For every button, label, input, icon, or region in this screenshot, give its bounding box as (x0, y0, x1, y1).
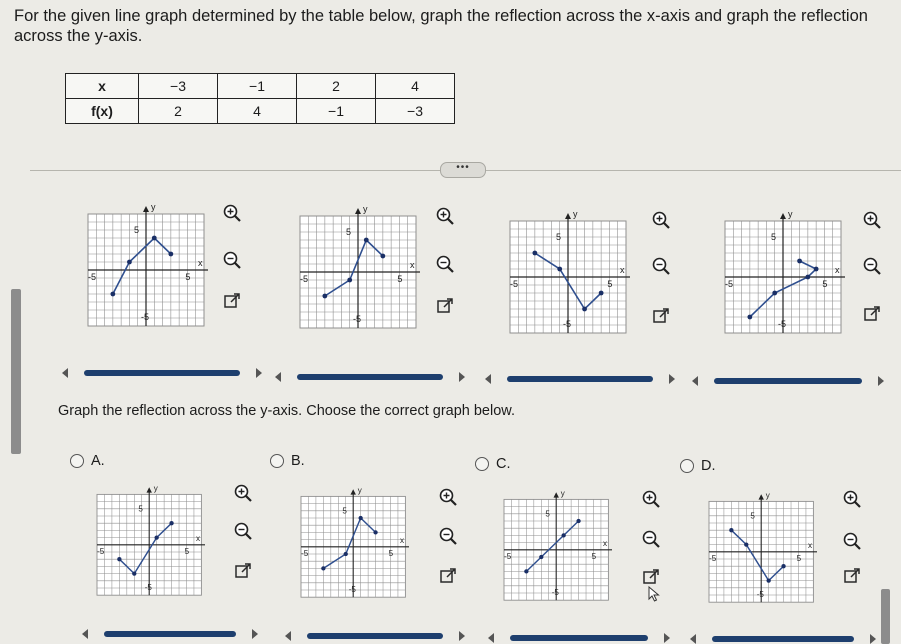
popout-icon[interactable] (222, 291, 242, 311)
option-d-radio[interactable] (680, 458, 716, 474)
popout-icon[interactable] (438, 566, 458, 586)
tick-label: 5 (138, 504, 143, 514)
tick-label: 5 (342, 506, 347, 516)
data-point (747, 315, 752, 320)
x-axis-label: x (410, 260, 415, 270)
tick-label: -5 (141, 312, 150, 322)
tick-label: -5 (504, 551, 512, 561)
graph-scrollbar[interactable] (82, 629, 258, 639)
zoom-in-icon[interactable] (862, 210, 882, 230)
data-point (729, 528, 733, 532)
option-c-graph (495, 485, 612, 604)
data-point (110, 292, 115, 297)
table-header-fx: f(x) (66, 99, 139, 124)
zoom-out-icon[interactable] (651, 256, 671, 276)
y-axis-label: y (765, 490, 770, 500)
right-scrollbar[interactable] (881, 589, 890, 644)
graph-scrollbar[interactable] (285, 631, 465, 641)
zoom-out-icon[interactable] (842, 531, 862, 551)
zoom-out-icon[interactable] (862, 256, 882, 276)
zoom-out-icon[interactable] (438, 526, 458, 546)
data-point (132, 571, 136, 575)
option-b-graph (292, 482, 409, 601)
tick-label: 5 (750, 511, 755, 521)
data-point (557, 267, 562, 272)
tick-label: 5 (607, 279, 613, 289)
y-axis-arrow (143, 206, 149, 212)
data-point (524, 569, 528, 573)
question-text: For the given line graph determined by the table below, graph the reflection across the x-axis and graph the reflection across the y-axis. (14, 7, 868, 45)
tick-label: 5 (397, 274, 403, 284)
zoom-in-icon[interactable] (233, 483, 253, 503)
y-axis-arrow (759, 494, 764, 499)
data-point (582, 307, 587, 312)
data-point (766, 578, 770, 582)
tick-label: -5 (88, 272, 97, 282)
table-cell: 2 (139, 99, 218, 124)
table-cell: −1 (218, 74, 297, 99)
table-cell: 4 (376, 74, 455, 99)
data-point (561, 533, 565, 537)
x-axis-label: x (400, 536, 405, 546)
tick-label: 5 (134, 225, 140, 235)
graph-x-reflection-2 (290, 200, 420, 332)
y-axis-label: y (573, 209, 578, 219)
graph-scrollbar[interactable] (62, 368, 262, 378)
tick-label: -5 (353, 314, 362, 324)
data-point (781, 564, 785, 568)
tick-label: -5 (300, 274, 309, 284)
zoom-in-icon[interactable] (641, 489, 661, 509)
data-point (797, 259, 802, 264)
table-cell: −3 (376, 99, 455, 124)
tick-label: -5 (510, 279, 519, 289)
y-axis-arrow (780, 213, 786, 219)
data-point (344, 552, 348, 556)
data-point (127, 260, 132, 265)
y-axis-arrow (351, 489, 356, 494)
option-label: C. (496, 456, 511, 472)
graph-scrollbar[interactable] (692, 376, 884, 386)
tick-label: 5 (346, 227, 352, 237)
x-axis-label: x (620, 265, 625, 275)
tick-label: 5 (556, 232, 562, 242)
tick-label: -5 (563, 319, 572, 329)
popout-icon[interactable] (651, 306, 671, 326)
data-point (152, 236, 157, 241)
data-point (576, 519, 580, 523)
tick-label: -5 (709, 553, 717, 563)
table-cell: 4 (218, 99, 297, 124)
radio-button[interactable] (270, 454, 284, 468)
zoom-out-icon[interactable] (641, 529, 661, 549)
table-cell: −3 (139, 74, 218, 99)
data-point (322, 294, 327, 299)
table-cell: −1 (297, 99, 376, 124)
popout-icon[interactable] (641, 567, 661, 587)
zoom-out-icon[interactable] (435, 254, 455, 274)
tick-label: -5 (778, 319, 787, 329)
popout-icon[interactable] (862, 304, 882, 324)
y-axis-label: y (560, 488, 565, 498)
data-point (169, 521, 173, 525)
data-point (373, 530, 377, 534)
data-point (805, 275, 810, 280)
tick-label: 5 (796, 553, 802, 563)
tick-label: -5 (551, 587, 559, 597)
option-a-graph (88, 480, 205, 599)
option-label: B. (291, 453, 305, 469)
tick-label: 5 (771, 232, 777, 242)
graph-scrollbar[interactable] (488, 633, 670, 643)
data-point (744, 542, 748, 546)
radio-button[interactable] (680, 459, 694, 473)
zoom-in-icon[interactable] (222, 203, 242, 223)
tick-label: -5 (725, 279, 734, 289)
data-point (154, 535, 158, 539)
table-cell: 2 (297, 74, 376, 99)
option-d-graph (700, 487, 817, 606)
more-button[interactable]: ••• (440, 162, 486, 178)
graph-x-reflection-1 (78, 198, 208, 330)
graph-scrollbar[interactable] (485, 374, 675, 384)
tick-label: -5 (756, 589, 764, 599)
x-axis-label: x (808, 541, 813, 551)
option-label: D. (701, 458, 716, 474)
radio-button[interactable] (475, 457, 489, 471)
x-axis-label: x (198, 258, 203, 268)
y-axis-label: y (788, 209, 793, 219)
zoom-in-icon[interactable] (651, 210, 671, 230)
y-axis-arrow (147, 487, 152, 492)
y-axis-arrow (355, 208, 361, 214)
x-axis-label: x (196, 534, 201, 544)
zoom-in-icon[interactable] (438, 487, 458, 507)
radio-button[interactable] (70, 454, 84, 468)
data-point (117, 557, 121, 561)
zoom-out-icon[interactable] (233, 521, 253, 541)
data-point (814, 267, 819, 272)
data-point (347, 278, 352, 283)
table-row (66, 74, 455, 99)
instruction-text: Graph the reflection across the y-axis. Choose the correct graph below. (58, 403, 515, 419)
zoom-in-icon[interactable] (842, 489, 862, 509)
data-point (321, 566, 325, 570)
data-point (772, 291, 777, 296)
option-a-radio[interactable] (70, 453, 105, 469)
zoom-in-icon[interactable] (435, 206, 455, 226)
zoom-out-icon[interactable] (222, 250, 242, 270)
popout-icon[interactable] (842, 566, 862, 586)
data-point (364, 238, 369, 243)
graph-scrollbar[interactable] (690, 634, 876, 644)
data-point (599, 291, 604, 296)
option-b-radio[interactable] (270, 453, 305, 469)
data-point (532, 251, 537, 256)
data-point (168, 252, 173, 257)
x-axis-label: x (603, 539, 608, 549)
table-row (66, 99, 455, 124)
data-point (358, 516, 362, 520)
tick-label: 5 (388, 548, 394, 558)
tick-label: 5 (184, 546, 190, 556)
tick-label: -5 (97, 546, 105, 556)
tick-label: -5 (301, 548, 309, 558)
tick-label: 5 (591, 551, 597, 561)
y-axis-arrow (554, 492, 559, 497)
y-axis-label: y (357, 485, 362, 495)
popout-icon[interactable] (233, 561, 253, 581)
function-table (65, 73, 455, 124)
tick-label: -5 (348, 584, 356, 594)
left-scrollbar[interactable] (11, 289, 21, 454)
tick-label: 5 (545, 509, 550, 519)
x-axis-label: x (835, 265, 840, 275)
y-axis-arrow (565, 213, 571, 219)
tick-label: -5 (144, 582, 152, 592)
y-axis-label: y (363, 204, 368, 214)
tick-label: 5 (822, 279, 828, 289)
popout-icon[interactable] (435, 296, 455, 316)
data-point (380, 254, 385, 259)
table-header-x: x (66, 74, 139, 99)
y-axis-label: y (151, 202, 156, 212)
graph-x-reflection-4 (715, 205, 845, 337)
option-c-radio[interactable] (475, 456, 511, 472)
graph-x-reflection-3 (500, 205, 630, 337)
graph-scrollbar[interactable] (275, 372, 465, 382)
y-axis-label: y (153, 483, 158, 493)
mouse-cursor-icon (648, 586, 660, 602)
tick-label: 5 (185, 272, 191, 282)
option-label: A. (91, 453, 105, 469)
data-point (539, 555, 543, 559)
